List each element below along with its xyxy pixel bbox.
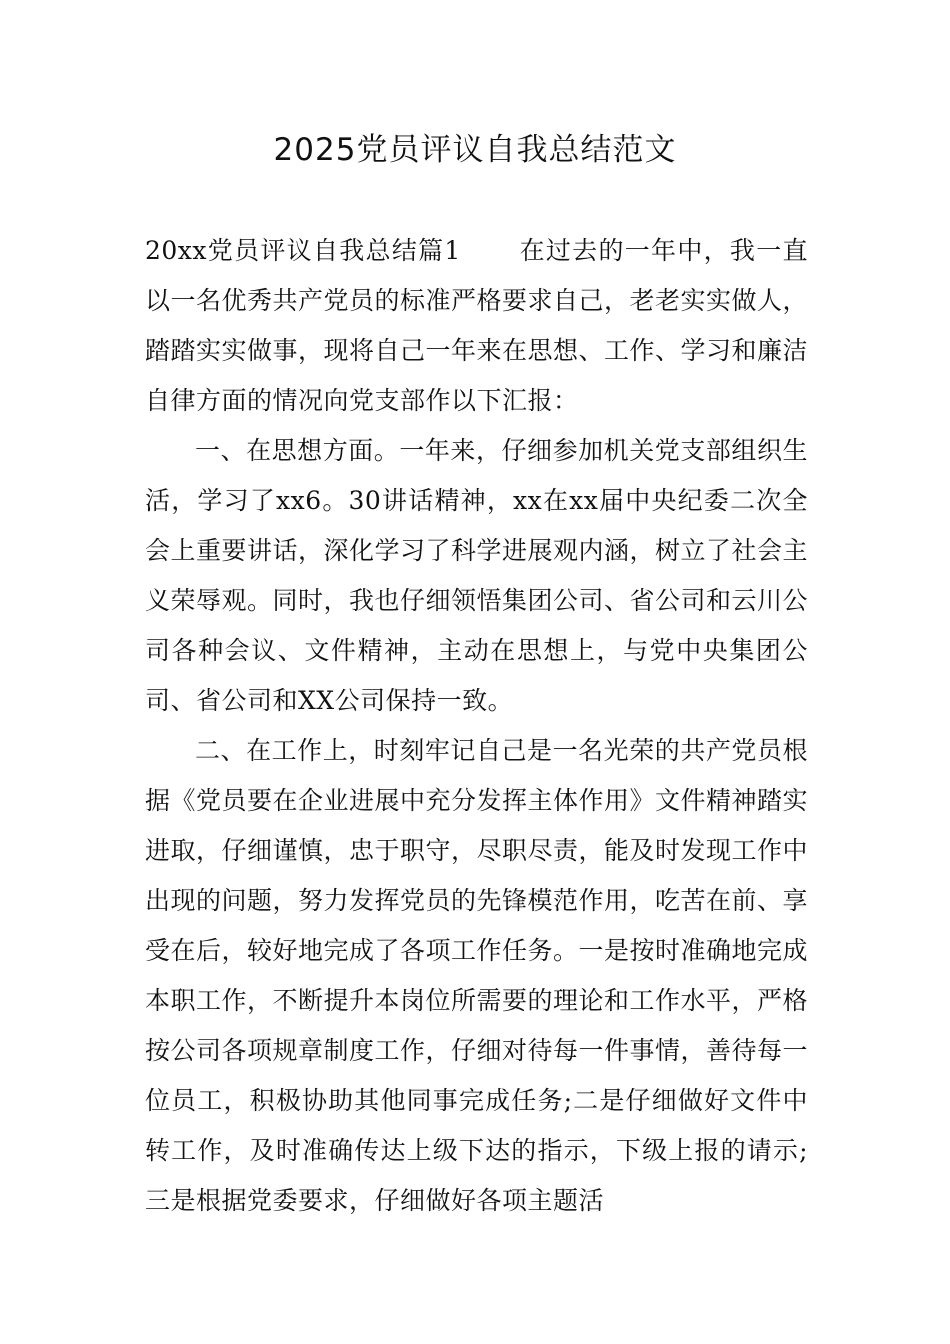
paragraph-work: 二、在工作上，时刻牢记自己是一名光荣的共产党员根据《党员要在企业进展中充分发挥主体作用》文件精神踏实进取，仔细谨慎，忠于职守，尽职尽责，能及时发现工作中出现的问题，努力发挥党员的先锋模范作用，吃苦在前、享受在后，较好地完成了各项工作任务。一是按时准确地完成本职工作，不断提升本岗位所需要的理论和工作水平，严格按公司各项规章制度工作，仔细对待每一件事情，善待每一位员工，积极协助其他同事完成任务;二是仔细做好文件中转工作，及时准确传达上级下达的指示，下级上报的请示;三是根据党委要求，仔细做好各项主题活 (145, 736, 809, 1215)
paragraph-intro (145, 226, 808, 426)
paragraph-thought: 一、在思想方面。一年来，仔细参加机关党支部组织生活，学习了xx6。30讲话精神，xx在xx届中央纪委二次全会上重要讲话，深化学习了科学进展观内涵，树立了社会主义荣辱观。同时，我也仔细领悟集团公司、省公司和云川公司各种会议、文件精神，主动在思想上，与党中央集团公司、省公司和XX公司保持一致。 (145, 436, 809, 715)
paragraph-text: 在过去的一年中，我一直以一名优秀共产党员的标准严格要求自己，老老实实做人，踏踏实实做事，现将自己一年来在思想、工作、学习和廉洁自律方面的情况向党支部作以下汇报： (145, 236, 809, 415)
document-body (145, 226, 808, 1226)
lead-heading: 20xx党员评议自我总结篇1 (145, 236, 461, 265)
document-title: 2025党员评议自我总结范文 (273, 132, 677, 168)
